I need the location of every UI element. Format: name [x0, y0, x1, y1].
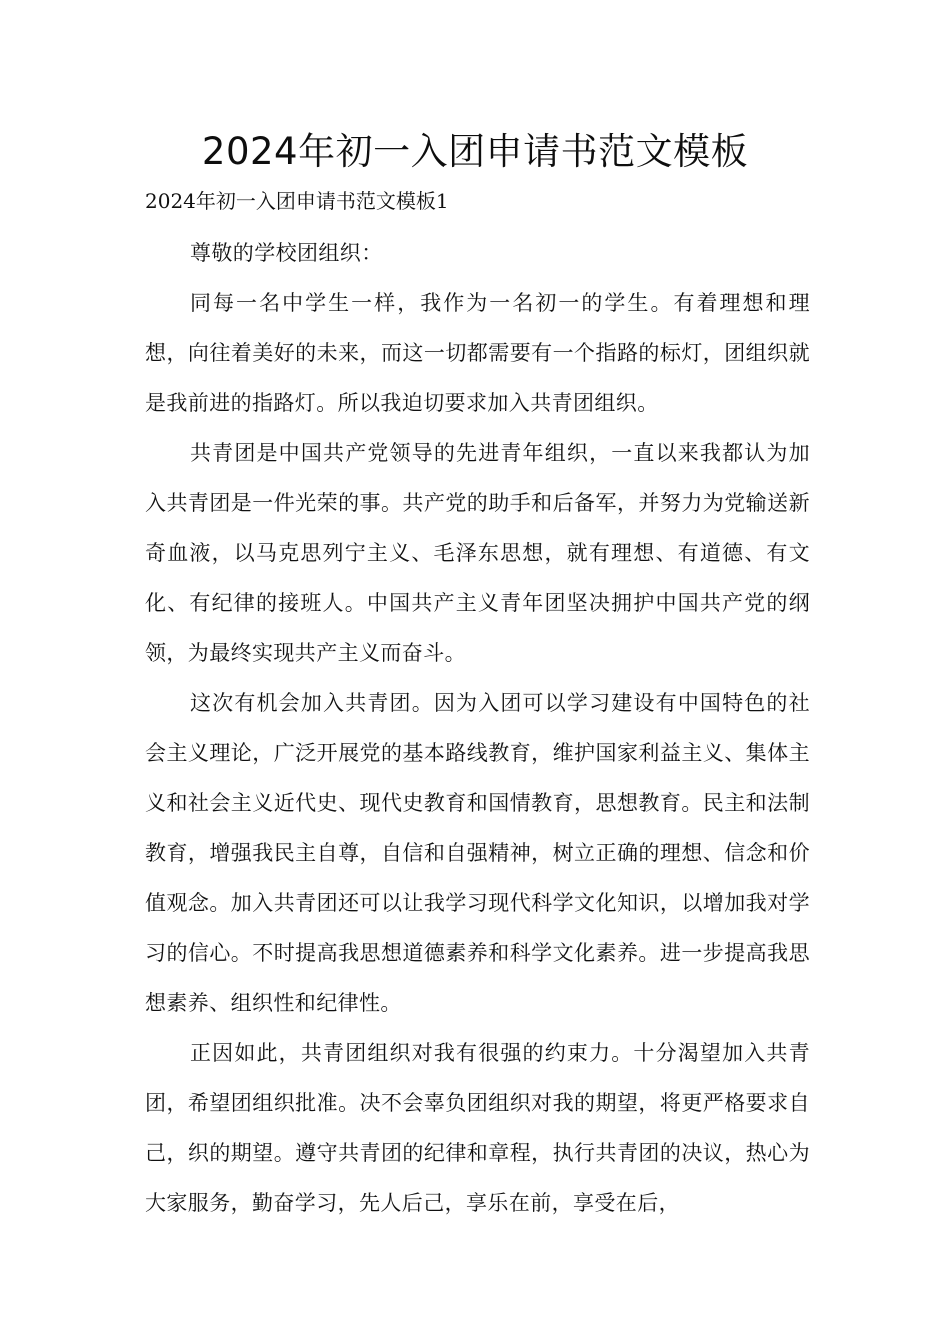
body-paragraph: 这次有机会加入共青团。因为入团可以学习建设有中国特色的社会主义理论，广泛开展党的基本路线教育，维护国家利益主义、集体主义和社会主义近代史、现代史教育和国情教育，思想教育。民主和法制教育，增强我民主自尊，自信和自强精神，树立正确的理想、信念和价值观念。加入共青团还可以让我学习现代科学文化知识，以增加我对学习的信心。不时提高我思想道德素养和科学文化素养。进一步提高我思想素养、组织性和纪律性。 [145, 691, 810, 1015]
salutation: 尊敬的学校团组织： [190, 241, 383, 265]
body-paragraph: 共青团是中国共产党领导的先进青年组织，一直以来我都认为加入共青团是一件光荣的事。共产党的助手和后备军，并努力为党输送新奇血液，以马克思列宁主义、毛泽东思想，就有理想、有道德、有文化、有纪律的接班人。中国共产主义青年团坚决拥护中国共产党的纲领，为最终实现共产主义而奋斗。 [145, 441, 810, 665]
body-paragraph: 同每一名中学生一样，我作为一名初一的学生。有着理想和理想，向往着美好的未来，而这一切都需要有一个指路的标灯，团组织就是我前进的指路灯。所以我迫切要求加入共青团组织。 [145, 291, 810, 415]
document-title: 2024年初一入团申请书范文模板 [201, 130, 749, 173]
document-subtitle: 2024年初一入团申请书范文模板1 [145, 189, 449, 213]
body-paragraph: 正因如此，共青团组织对我有很强的约束力。十分渴望加入共青团，希望团组织批准。决不会辜负团组织对我的期望，将更严格要求自己，织的期望。遵守共青团的纪律和章程，执行共青团的决议，热心为大家服务，勤奋学习，先人后己，享乐在前，享受在后， [145, 1041, 810, 1215]
document-body [145, 228, 810, 1228]
